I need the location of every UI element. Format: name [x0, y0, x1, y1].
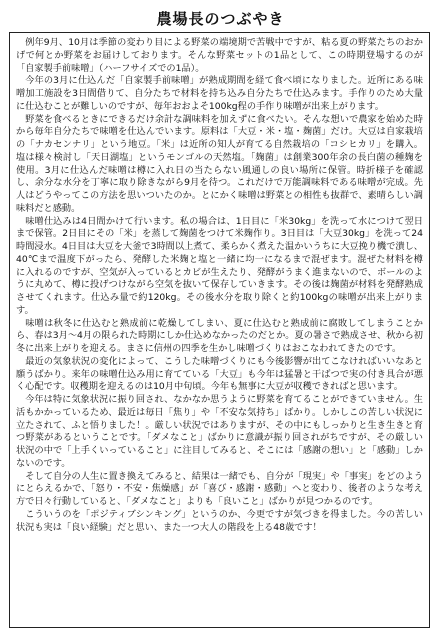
- paragraph-closing: こういうのを「ポジティブシンキング」というのか、今更ですが気づきを得ました。今の苦しい状況も実は「良い経験」だと思い、また一つ大人の階段を上る48歳です！: [16, 508, 423, 533]
- paragraph-reflection: 今年は特に気象状況に振り回され、なかなか思うように野菜を育てることができていません。生活もかかっているため、最近は毎日「焦り」や「不安な気持ち」ばかり。しかしこの苦しい状況に立たされて、ふと悟りました！。厳しい状況ではありますが、その中にもしっかりと生き生きと育つ野菜があるということです。「ダメなこと」ばかりに意識が振り回されがちですが、その厳しい状況の中で「上手くいっていること」に注目してみると、そこには「感謝の想い」と「感動」しかないのです。: [16, 394, 423, 469]
- paragraph-miso-ready: 今年の3月に仕込んだ「自家製手前味噌」が熟成期間を経て食べ頃になりました。近所にある味噌加工施設を3日間借りて、自分たちで材料を持ち込み自分たちで仕込みます。手作りのため大量に仕込むことが難しいのですが、毎年おおよそ100kg程の手作り味噌が出来上がります。: [16, 75, 423, 112]
- paragraph-seasons: 味噌は秋冬に仕込むと熟成前に乾燥してしまい、夏に仕込むと熟成前に腐敗してしまうことから、春は3月〜4月の限られた時期にしか仕込めなかったのだとか。夏の暑さで熟成させ、秋から初冬に出来上がりを迎える。まさに信州の四季を生かし味噌づくりはおこなわれてきたのです。: [16, 317, 423, 354]
- page-title: 農場長のつぶやき: [156, 10, 285, 28]
- article-frame: [9, 32, 430, 628]
- paragraph-life: そして自分の人生に置き換えてみると、結果は一緒でも、自分が「現実」や「事実」をどのようにとらえるかで、「怒り・不安・焦燥感」が「喜び・感謝・感動」へと変わり、後者のような考え方で日々行動していると、「ダメなこと」よりも「良いこと」ばかりが見つかるのです。: [16, 470, 423, 507]
- paragraph-weather: 最近の気象状況の変化によって、こうした味噌づくりにも今後影響が出てこなければいいなあと願うばかり。来年の味噌仕込み用に育てている「大豆」も今年は猛暑と干ばつで実の付き具合が悪く心配です。収穫期を迎えるのは10月中旬頃。今年も無事に大豆が収穫できればと思います。: [16, 355, 423, 393]
- paragraph-ingredients: 野菜を食べるときにできるだけ余計な調味料を加えずに食べたい。そんな想いで農家を始めた時から毎年自分たちで味噌を仕込んでいます。原料は「大豆・米・塩・麹菌」だけ。大豆は自家栽培の「ナカセンナリ」という地豆。「米」は近所の知人が育てる自然栽培の「コシヒカリ」を購入。塩は様々検討し「天日湖塩」というモンゴルの天然塩。「麹菌」は創業300年余の長白菌の種麹を使用。3月に仕込んだ味噌は樽に入れ日の当たらない風通しの良い場所に保管。時折様子を確認し、余分な水分を丁寧に取り除きながら9月を待つ。これだけで万能調味料である味噌が完成。先人はどうやってこの方法を思いついたのか。とにかく味噌は野菜との相性も抜群で、素晴らしい調味料だと感動。: [16, 113, 423, 214]
- paragraph-intro: 例年9月、10月は季節の変わり目による野菜の端境期で苦戦中ですが、粘る夏の野菜たちのおかげで何とか野菜をお届けしております。そんな野菜セットの1品として、この時期登場するのが「自家製手前味噌」（ハーフサイズでの1品）。: [16, 37, 423, 74]
- paragraph-process: 味噌仕込みは4日間かけて行います。私の場合は、1日目に「米30kg」を洗って水につけて翌日まで保管。2日目にその「米」を蒸して麹菌をつけて米麹作り。3日目は「大豆30kg」を洗って24時間浸水。4日目は大豆を大釜で3時間以上煮て、柔らかく煮えた温かいうちに大豆挽り機で潰し、40℃まで温度下がったら、発酵した米麹と塩と一緒に均一になるまで混ぜます。混ぜた材料を樽に入れるのですが、空気が入っているとカビが生えたり、発酵がうまく進まないので、ボールのように丸めて、樽に投げつけながら空気を抜いて保存していきます。その後は麹菌が材料を発酵熟成させてくれます。仕込み量で約120kg。その後水分を取り除くと約100kgの味噌が出来上がります。: [16, 215, 423, 316]
